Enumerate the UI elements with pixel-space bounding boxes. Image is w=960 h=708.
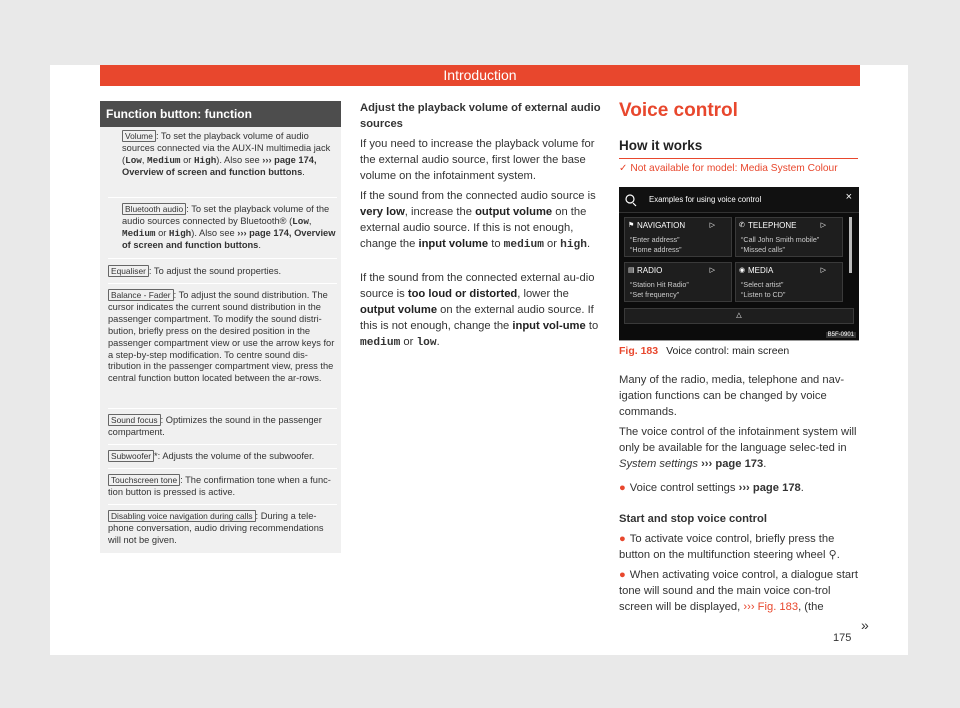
table-row-subwoofer: Subwoofer *: Adjusts the volume of the subwoofer. bbox=[108, 451, 337, 463]
radio-icon: ▤ bbox=[628, 267, 635, 274]
row-divider bbox=[108, 444, 337, 445]
page-header: Introduction bbox=[100, 65, 860, 86]
figure-caption: Fig. 183 Voice control: main screen bbox=[619, 345, 790, 357]
page-reference[interactable]: ››› page 173 bbox=[701, 458, 764, 470]
scrollbar[interactable] bbox=[849, 217, 852, 273]
figure-code: B5F-0901 bbox=[827, 332, 854, 338]
row-divider bbox=[108, 504, 337, 505]
paragraph-1: If you need to increase the playback volume for the external audio source, first lower the base volume on the infotainment system. bbox=[360, 138, 595, 182]
table-row-touchscreen-tone: Touchscreen tone : The confirmation tone when a func-tion button is pressed is active. bbox=[108, 475, 331, 497]
play-arrow-icon: ▷ bbox=[820, 267, 826, 274]
section-heading-external-volume: Adjust the playback volume of external audio sources bbox=[360, 102, 601, 130]
tile-media[interactable]: ◉ MEDIA ▷ “Select artist” “Listen to CD” bbox=[735, 262, 843, 302]
phone-icon: ✆ bbox=[739, 222, 745, 229]
continued-arrow: » bbox=[861, 617, 869, 633]
row-divider bbox=[108, 258, 337, 259]
row-divider bbox=[108, 408, 337, 409]
function-key: Subwoofer bbox=[108, 450, 154, 462]
voice-icon bbox=[624, 193, 638, 207]
play-arrow-icon: ▷ bbox=[820, 222, 826, 229]
function-key: Bluetooth audio bbox=[122, 203, 186, 215]
row-divider bbox=[108, 283, 337, 284]
function-key: Sound focus bbox=[108, 414, 161, 426]
page-number: 175 bbox=[833, 632, 852, 644]
row-divider bbox=[108, 468, 337, 469]
tile-telephone[interactable]: ✆ TELEPHONE ▷ “Call John Smith mobile” “Missed calls” bbox=[735, 217, 843, 257]
table-row-volume: Volume : To set the playback volume of audio sources connected via the AUX-IN multimedia jack (Low, Medium or High). Also see ››› page 174, Overview of screen and function buttons. bbox=[122, 131, 331, 177]
screen-title: Examples for using voice control bbox=[649, 195, 762, 204]
table-row-bluetooth-audio: Bluetooth audio : To set the playback volume of the audio sources connected by Bluetooth® (Low, Medium or High). Also see ››› page 174, Overview of screen and function buttons. bbox=[122, 204, 336, 250]
voice-control-screen bbox=[619, 187, 859, 340]
paragraph-2: If the sound from the connected audio source is very low, increase the output volume on the external audio source. If this is not enough, change the input volume to medium or high. bbox=[360, 190, 596, 251]
bullet-dialogue-tone: ● When activating voice control, a dialogue start tone will sound and the main voice con-trol screen will be displayed, ››› Fig. 183, (the bbox=[619, 569, 858, 613]
availability-note: ✓ Not available for model: Media System Colour bbox=[619, 163, 838, 174]
table-row-disabling-voice-navigation: Disabling voice navigation during calls : During a tele-phone conversation, audio driving recommendations will not be given. bbox=[108, 511, 324, 545]
function-key: Balance - Fader bbox=[108, 289, 174, 301]
row-divider bbox=[108, 197, 337, 198]
paragraph-voice-2: The voice control of the infotainment system will only be available for the language selec-ted in System settings ››› page 173. bbox=[619, 426, 857, 470]
bullet-icon: ● bbox=[619, 482, 626, 494]
function-table-heading: Function button: function bbox=[100, 101, 341, 127]
function-key: Touchscreen tone bbox=[108, 474, 180, 486]
bullet-icon: ● bbox=[619, 569, 626, 581]
subsection-title: How it works bbox=[619, 138, 703, 153]
figure-reference[interactable]: ››› Fig. 183 bbox=[743, 601, 799, 613]
figure-rule bbox=[619, 340, 859, 341]
play-arrow-icon: ▷ bbox=[709, 267, 715, 274]
checkmark-icon: ✓ bbox=[619, 163, 631, 174]
function-key: Equaliser bbox=[108, 265, 149, 277]
bullet-voice-settings: ● Voice control settings ››› page 178. bbox=[619, 482, 804, 494]
page-reference[interactable]: ››› page 174, Overview of screen and function buttons bbox=[122, 227, 336, 250]
close-icon[interactable]: × bbox=[845, 191, 852, 203]
paragraph-voice-1: Many of the radio, media, telephone and nav-igation functions can be changed by voice commands. bbox=[619, 374, 845, 418]
title-rule bbox=[619, 158, 858, 159]
voice-button-icon: ⚲ bbox=[828, 549, 837, 561]
function-key: Volume bbox=[122, 130, 156, 142]
bullet-activate: ● To activate voice control, briefly press the button on the multifunction steering wheel ⚲. bbox=[619, 533, 840, 561]
play-arrow-icon: ▷ bbox=[709, 222, 715, 229]
chevron-up-icon: △ bbox=[736, 312, 742, 319]
collapse-button[interactable] bbox=[624, 308, 854, 324]
bullet-icon: ● bbox=[619, 533, 626, 545]
page-reference[interactable]: ››› page 178 bbox=[738, 482, 801, 494]
table-row-equaliser: Equaliser : To adjust the sound properties. bbox=[108, 266, 337, 278]
function-key: Disabling voice navigation during calls bbox=[108, 510, 256, 522]
media-icon: ◉ bbox=[739, 267, 746, 274]
table-row-balance-fader: Balance - Fader : To adjust the sound distribution. The cursor indicates the current sound distribution in the passenger compartment. To modify the sound distri-bution, briefly press on the desired position in the passenger compartment view or use the arrow keys for a step-by-step modification. To centre sound dis-tribution in the passenger compartment view, press the central function button located between the ar-rows. bbox=[108, 290, 335, 384]
tile-navigation[interactable]: ⚑ NAVIGATION ▷ “Enter address” “Home address” bbox=[624, 217, 732, 257]
table-row-sound-focus: Sound focus : Optimizes the sound in the passenger compartment. bbox=[108, 415, 322, 437]
tile-radio[interactable]: ▤ RADIO ▷ “Station Hit Radio” “Set frequency” bbox=[624, 262, 732, 302]
paragraph-3: If the sound from the connected external au-dio source is too loud or distorted, lower the output volume on the external audio source. If this is not enough, change the input vol-ume to medium or low. bbox=[360, 272, 599, 349]
start-stop-heading: Start and stop voice control bbox=[619, 513, 767, 525]
flag-icon: ⚑ bbox=[628, 222, 635, 229]
section-title-voice-control: Voice control bbox=[619, 100, 738, 121]
page-reference[interactable]: ››› page 174, Overview of screen and function buttons bbox=[122, 154, 317, 177]
